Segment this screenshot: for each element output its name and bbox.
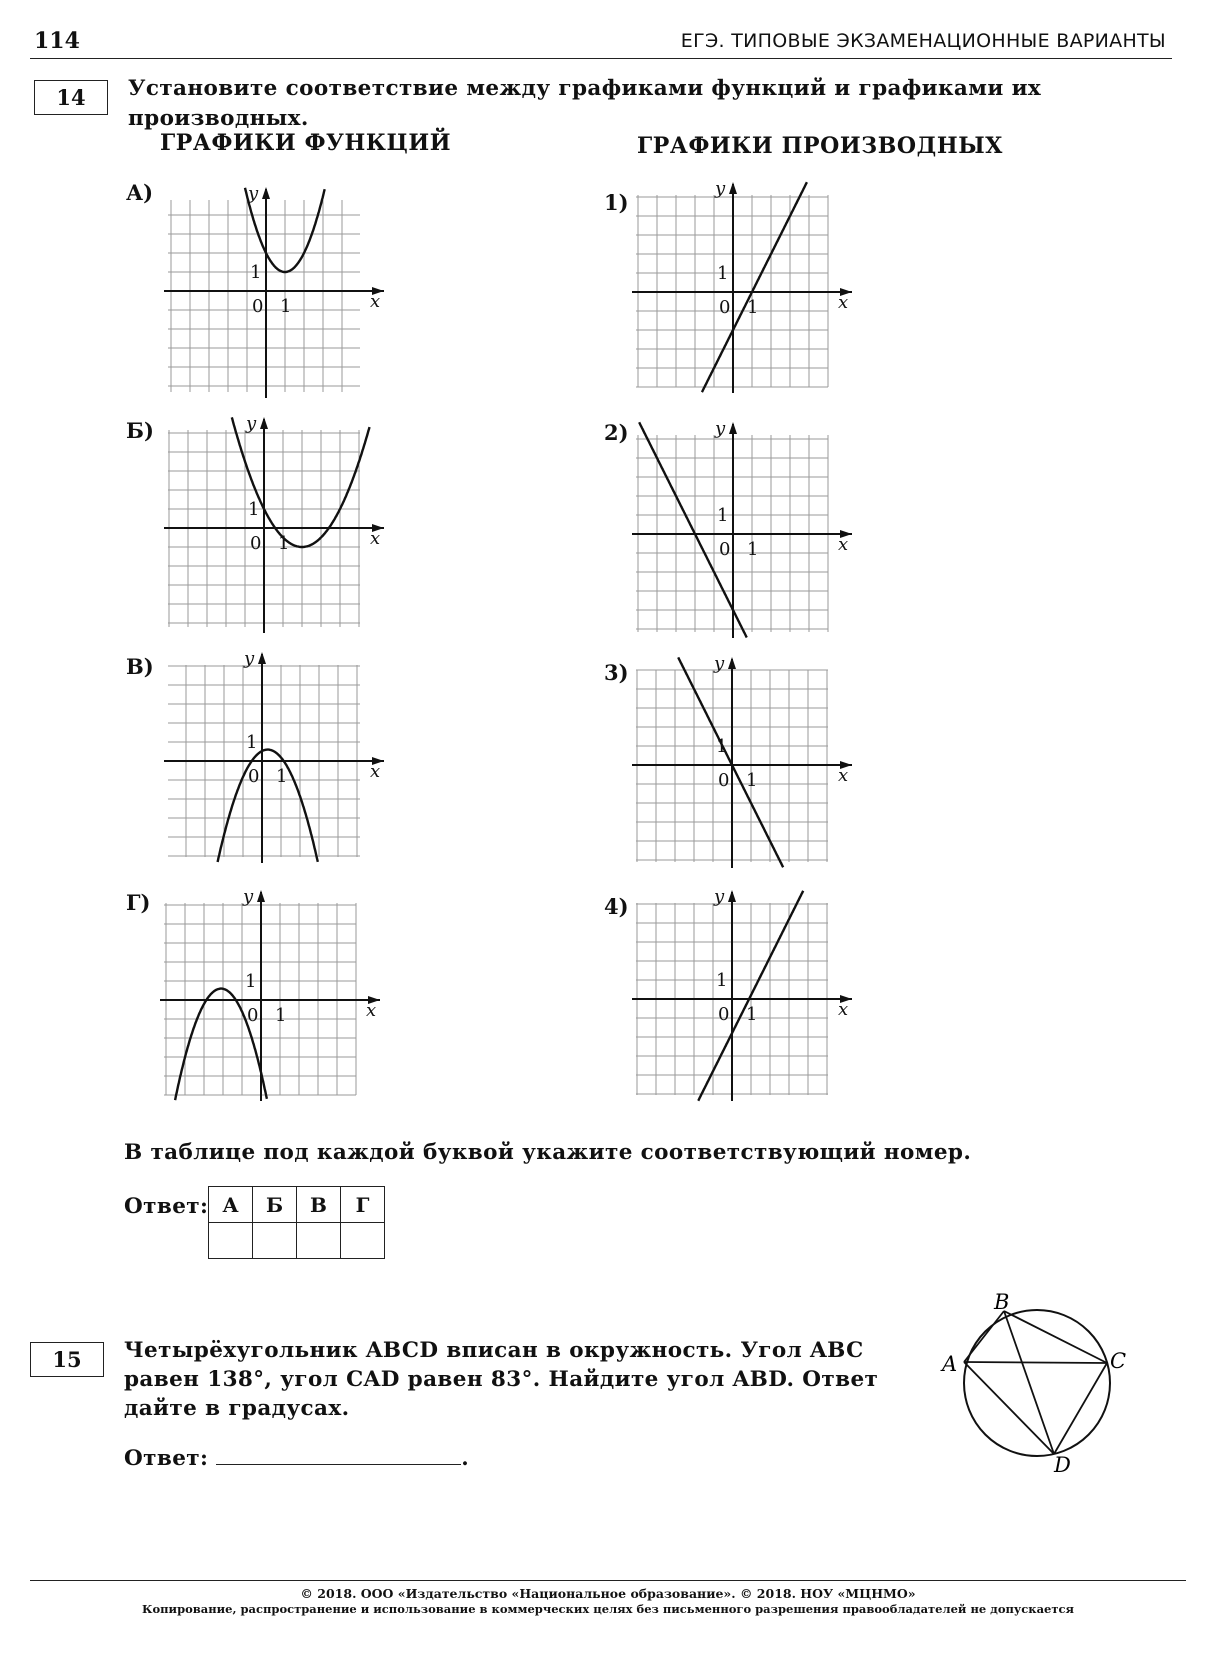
y-axis-label: y — [715, 180, 726, 199]
x-unit-label: 1 — [746, 770, 758, 791]
x-unit-label: 1 — [746, 1004, 758, 1025]
x-axis-label: x — [838, 999, 849, 1020]
side-ab — [964, 1311, 1004, 1362]
x-unit-label: 1 — [747, 297, 759, 318]
task-15-line-3: дайте в градусах. — [124, 1396, 350, 1421]
point-c: C — [1110, 1349, 1127, 1373]
y-unit-label: 1 — [716, 970, 728, 991]
y-axis-arrow — [257, 890, 265, 902]
point-b: B — [994, 1290, 1010, 1314]
x-axis-label: x — [838, 534, 849, 555]
y-unit-label: 1 — [245, 971, 257, 992]
answer-table — [208, 1186, 385, 1259]
y-axis-label: y — [715, 420, 726, 439]
derivative-graph-4 — [628, 888, 868, 1103]
running-head: ЕГЭ. ТИПОВЫЕ ЭКЗАМЕНАЦИОННЫЕ ВАРИАНТЫ — [680, 30, 1166, 52]
x-axis-label: x — [370, 761, 381, 782]
origin-label: 0 — [719, 297, 731, 318]
derivative-graph-label-4: 4) — [604, 894, 629, 919]
origin-label: 0 — [718, 770, 730, 791]
grid — [168, 200, 360, 392]
side-cd — [1054, 1363, 1107, 1454]
y-axis-arrow — [729, 422, 737, 434]
y-unit-label: 1 — [717, 505, 729, 526]
derivative-line — [639, 422, 747, 637]
derivative-graph-1 — [628, 180, 868, 395]
task-15-answer — [124, 1440, 469, 1474]
y-axis-label: y — [243, 888, 254, 907]
derivatives-title: ГРАФИКИ ПРОИЗВОДНЫХ — [637, 133, 1003, 159]
circle — [964, 1310, 1110, 1456]
answer-header-v: В — [297, 1187, 341, 1223]
origin-label: 0 — [248, 766, 260, 787]
function-graph-label-a: А) — [126, 180, 154, 205]
y-unit-label: 1 — [716, 736, 728, 757]
x-unit-label: 1 — [278, 533, 290, 554]
origin-label: 0 — [718, 1004, 730, 1025]
derivative-graph-2 — [628, 420, 868, 640]
derivative-graph-label-3: 3) — [604, 660, 629, 685]
origin-label: 0 — [250, 533, 262, 554]
point-a: A — [942, 1352, 958, 1376]
inscribed-quadrilateral-figure — [930, 1280, 1140, 1480]
x-unit-label: 1 — [747, 539, 759, 560]
footer-rule — [30, 1580, 1186, 1581]
task-14-answer-label: Ответ: — [124, 1194, 209, 1219]
derivative-graph-3 — [628, 655, 868, 870]
x-axis-label: x — [838, 292, 849, 313]
y-axis-arrow — [258, 652, 266, 664]
function-graph-a — [160, 185, 400, 400]
derivative-graph-label-2: 2) — [604, 420, 629, 445]
y-axis-label: y — [246, 415, 257, 434]
x-axis-label: x — [370, 528, 381, 549]
answer-cell-g[interactable] — [341, 1223, 385, 1259]
task-15-line-2: равен 138°, угол CAD равен 83°. Найдите угол ABD. Ответ — [124, 1367, 879, 1392]
function-graph-label-g: Г) — [126, 890, 151, 915]
task-14-number: 14 — [34, 80, 108, 115]
derivative-graph-label-1: 1) — [604, 190, 629, 215]
y-axis-arrow — [262, 187, 270, 199]
diagonal-ac — [964, 1362, 1107, 1363]
y-unit-label: 1 — [250, 262, 262, 283]
answer-header-g: Г — [341, 1187, 385, 1223]
y-axis-arrow — [728, 657, 736, 669]
y-axis-arrow — [729, 182, 737, 194]
task-15-answer-label: Ответ: — [124, 1446, 209, 1471]
table-prompt: В таблице под каждой буквой укажите соответствующий номер. — [124, 1140, 972, 1165]
y-unit-label: 1 — [717, 263, 729, 284]
footer-copyright: © 2018. ООО «Издательство «Национальное образование». © 2018. НОУ «МЦНМО» — [300, 1586, 916, 1601]
function-graph-label-v: В) — [126, 654, 154, 679]
function-graph-label-b: Б) — [126, 418, 154, 443]
task-15-line-1: Четырёхугольник ABCD вписан в окружность. Угол ABC — [124, 1338, 864, 1363]
functions-title: ГРАФИКИ ФУНКЦИЙ — [160, 130, 452, 156]
answer-cell-a[interactable] — [209, 1223, 253, 1259]
y-axis-label: y — [248, 185, 259, 204]
y-axis-label: y — [244, 650, 255, 669]
task-14-statement: Установите соответствие между графиками функций и графиками их производных. — [128, 76, 1042, 131]
answer-header-a: А — [209, 1187, 253, 1223]
point-d: D — [1054, 1453, 1071, 1477]
y-axis-arrow — [260, 417, 268, 429]
task-15-answer-field[interactable] — [216, 1440, 461, 1465]
x-axis-label: x — [838, 765, 849, 786]
answer-cell-v[interactable] — [297, 1223, 341, 1259]
answer-header-b: Б — [253, 1187, 297, 1223]
origin-label: 0 — [252, 296, 264, 317]
footer-notice: Копирование, распространение и использование в коммерческих целях без письменного разрешения правообладателей не допускается — [141, 1602, 1074, 1616]
function-graph-g — [156, 888, 396, 1103]
derivative-line — [702, 182, 807, 392]
y-axis-arrow — [728, 890, 736, 902]
origin-label: 0 — [719, 539, 731, 560]
function-curve — [218, 750, 318, 862]
x-unit-label: 1 — [280, 296, 292, 317]
y-axis-label: y — [714, 655, 725, 674]
y-axis-label: y — [714, 888, 725, 907]
x-axis-label: x — [370, 291, 381, 312]
header-rule — [30, 58, 1172, 59]
x-unit-label: 1 — [276, 766, 288, 787]
page-number: 114 — [34, 28, 80, 54]
function-graph-b — [160, 415, 400, 635]
origin-label: 0 — [247, 1005, 259, 1026]
answer-cell-b[interactable] — [253, 1223, 297, 1259]
function-graph-v — [160, 650, 400, 865]
side-da — [964, 1362, 1054, 1454]
y-unit-label: 1 — [248, 499, 260, 520]
task-15-answer-end: . — [461, 1446, 470, 1471]
task-15-number: 15 — [30, 1342, 104, 1377]
x-axis-label: x — [366, 1000, 377, 1021]
x-unit-label: 1 — [275, 1005, 287, 1026]
y-unit-label: 1 — [246, 732, 258, 753]
